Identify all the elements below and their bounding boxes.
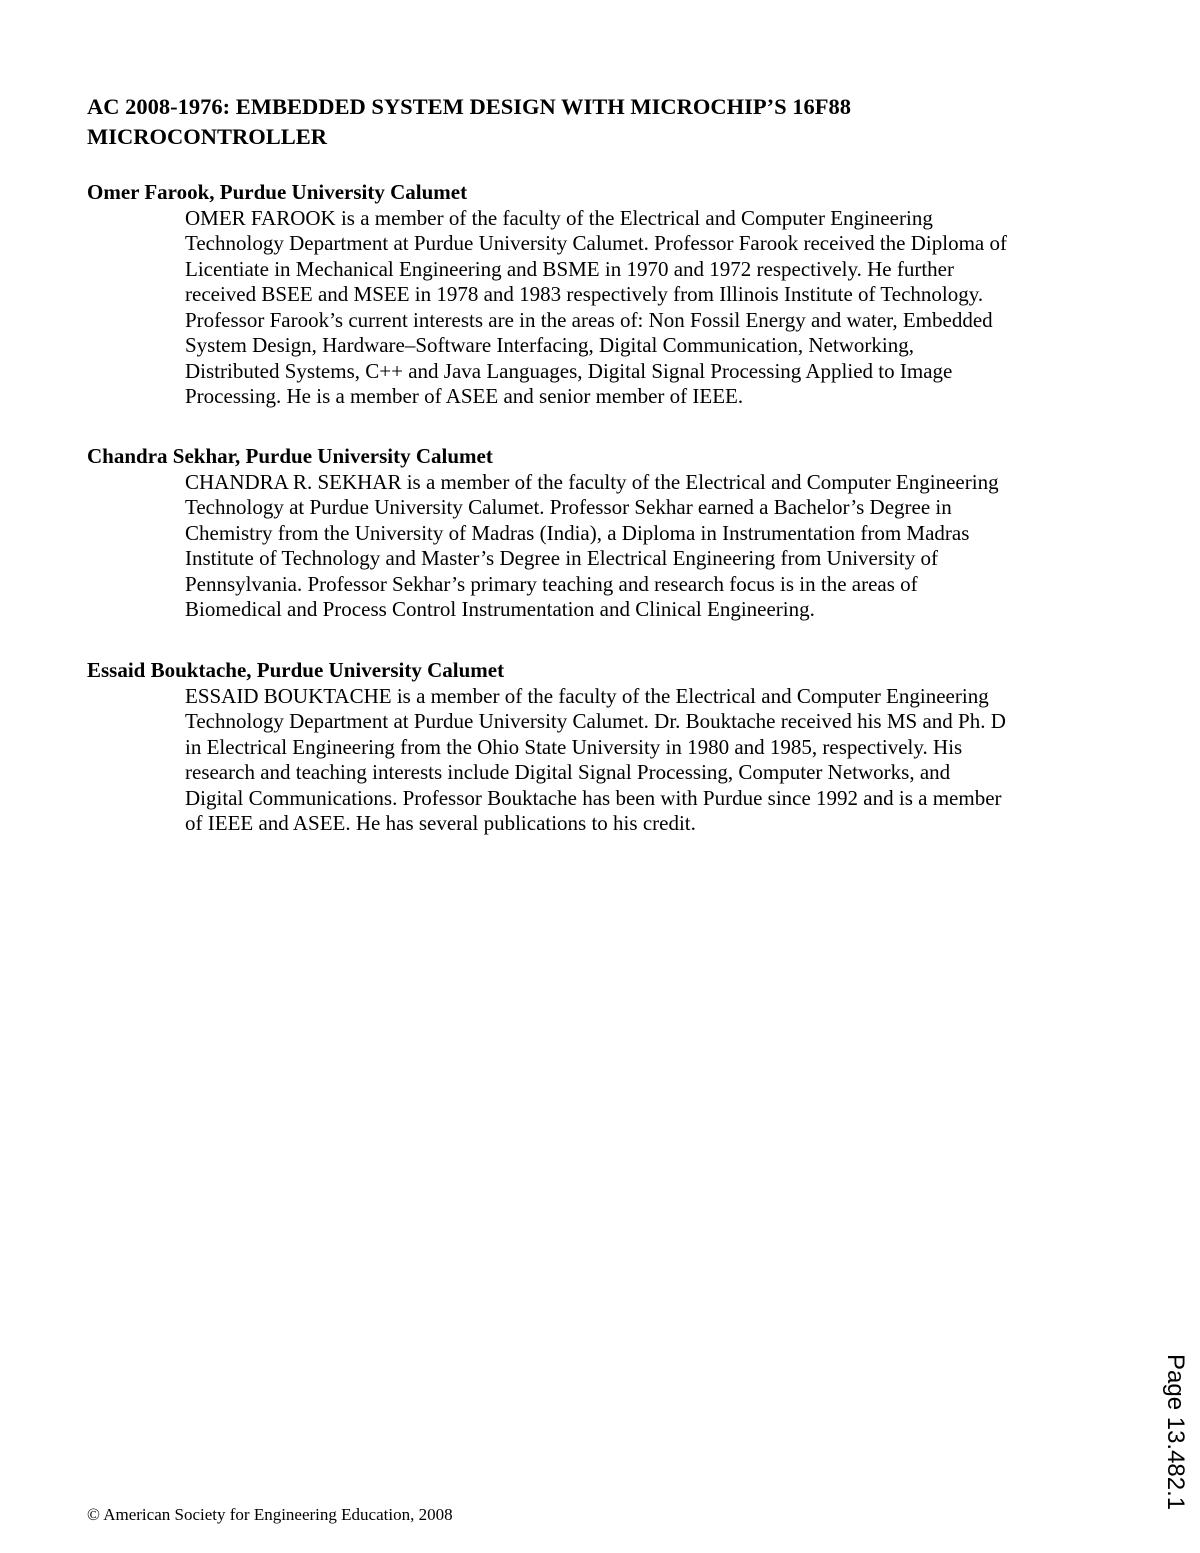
author-bio: OMER FAROOK is a member of the faculty of the Electrical and Computer Engineering Technology Department at Purdue University Calumet. Professor Farook received the Diploma of Licentiate in Mechanical Engineering and BSME in 1970 and 1972 respectively. He further received BSEE and MSEE in 1978 and 1983 respectively from Illinois Institute of Technology. Professor Farook’s current interests are in the areas of: Non Fossil Energy and water, Embedded System Design, Hardware–Software Interfacing, Digital Communication, Networking, Distributed Systems, C++ and Java Languages, Digital Signal Processing Applied to Image Processing. He is a member of ASEE and senior member of IEEE.: [185, 205, 1007, 408]
copyright-footer: © American Society for Engineering Education, 2008: [87, 1505, 453, 1524]
author-entry: [87, 658, 1127, 837]
page-number: Page 13.482.1: [1162, 1354, 1189, 1511]
author-name: Essaid Bouktache, Purdue University Calumet: [87, 658, 505, 682]
author-bio: ESSAID BOUKTACHE is a member of the faculty of the Electrical and Computer Engineering Technology Department at Purdue University Calumet. Dr. Bouktache received his MS and Ph. D in Electrical Engineering from the Ohio State University in 1980 and 1985, respectively. His research and teaching interests include Digital Signal Processing, Computer Networks, and Digital Communications. Professor Bouktache has been with Purdue since 1992 and is a member of IEEE and ASEE. He has several publications to his credit.: [185, 683, 1006, 835]
author-entry: [87, 444, 1127, 623]
paper-title: AC 2008-1976: EMBEDDED SYSTEM DESIGN WITH MICROCHIP’S 16F88 MICROCONTROLLER: [87, 94, 852, 149]
author-name: Chandra Sekhar, Purdue University Calumet: [87, 444, 493, 468]
author-entry: [87, 180, 1127, 410]
author-name: Omer Farook, Purdue University Calumet: [87, 180, 468, 204]
author-bio: CHANDRA R. SEKHAR is a member of the faculty of the Electrical and Computer Engineering Technology at Purdue University Calumet. Professor Sekhar earned a Bachelor’s Degree in Chemistry from the University of Madras (India), a Diploma in Instrumentation from Madras Institute of Technology and Master’s Degree in Electrical Engineering from University of Pennsylvania. Professor Sekhar’s primary teaching and research focus is in the areas of Biomedical and Process Control Instrumentation and Clinical Engineering.: [185, 469, 999, 621]
